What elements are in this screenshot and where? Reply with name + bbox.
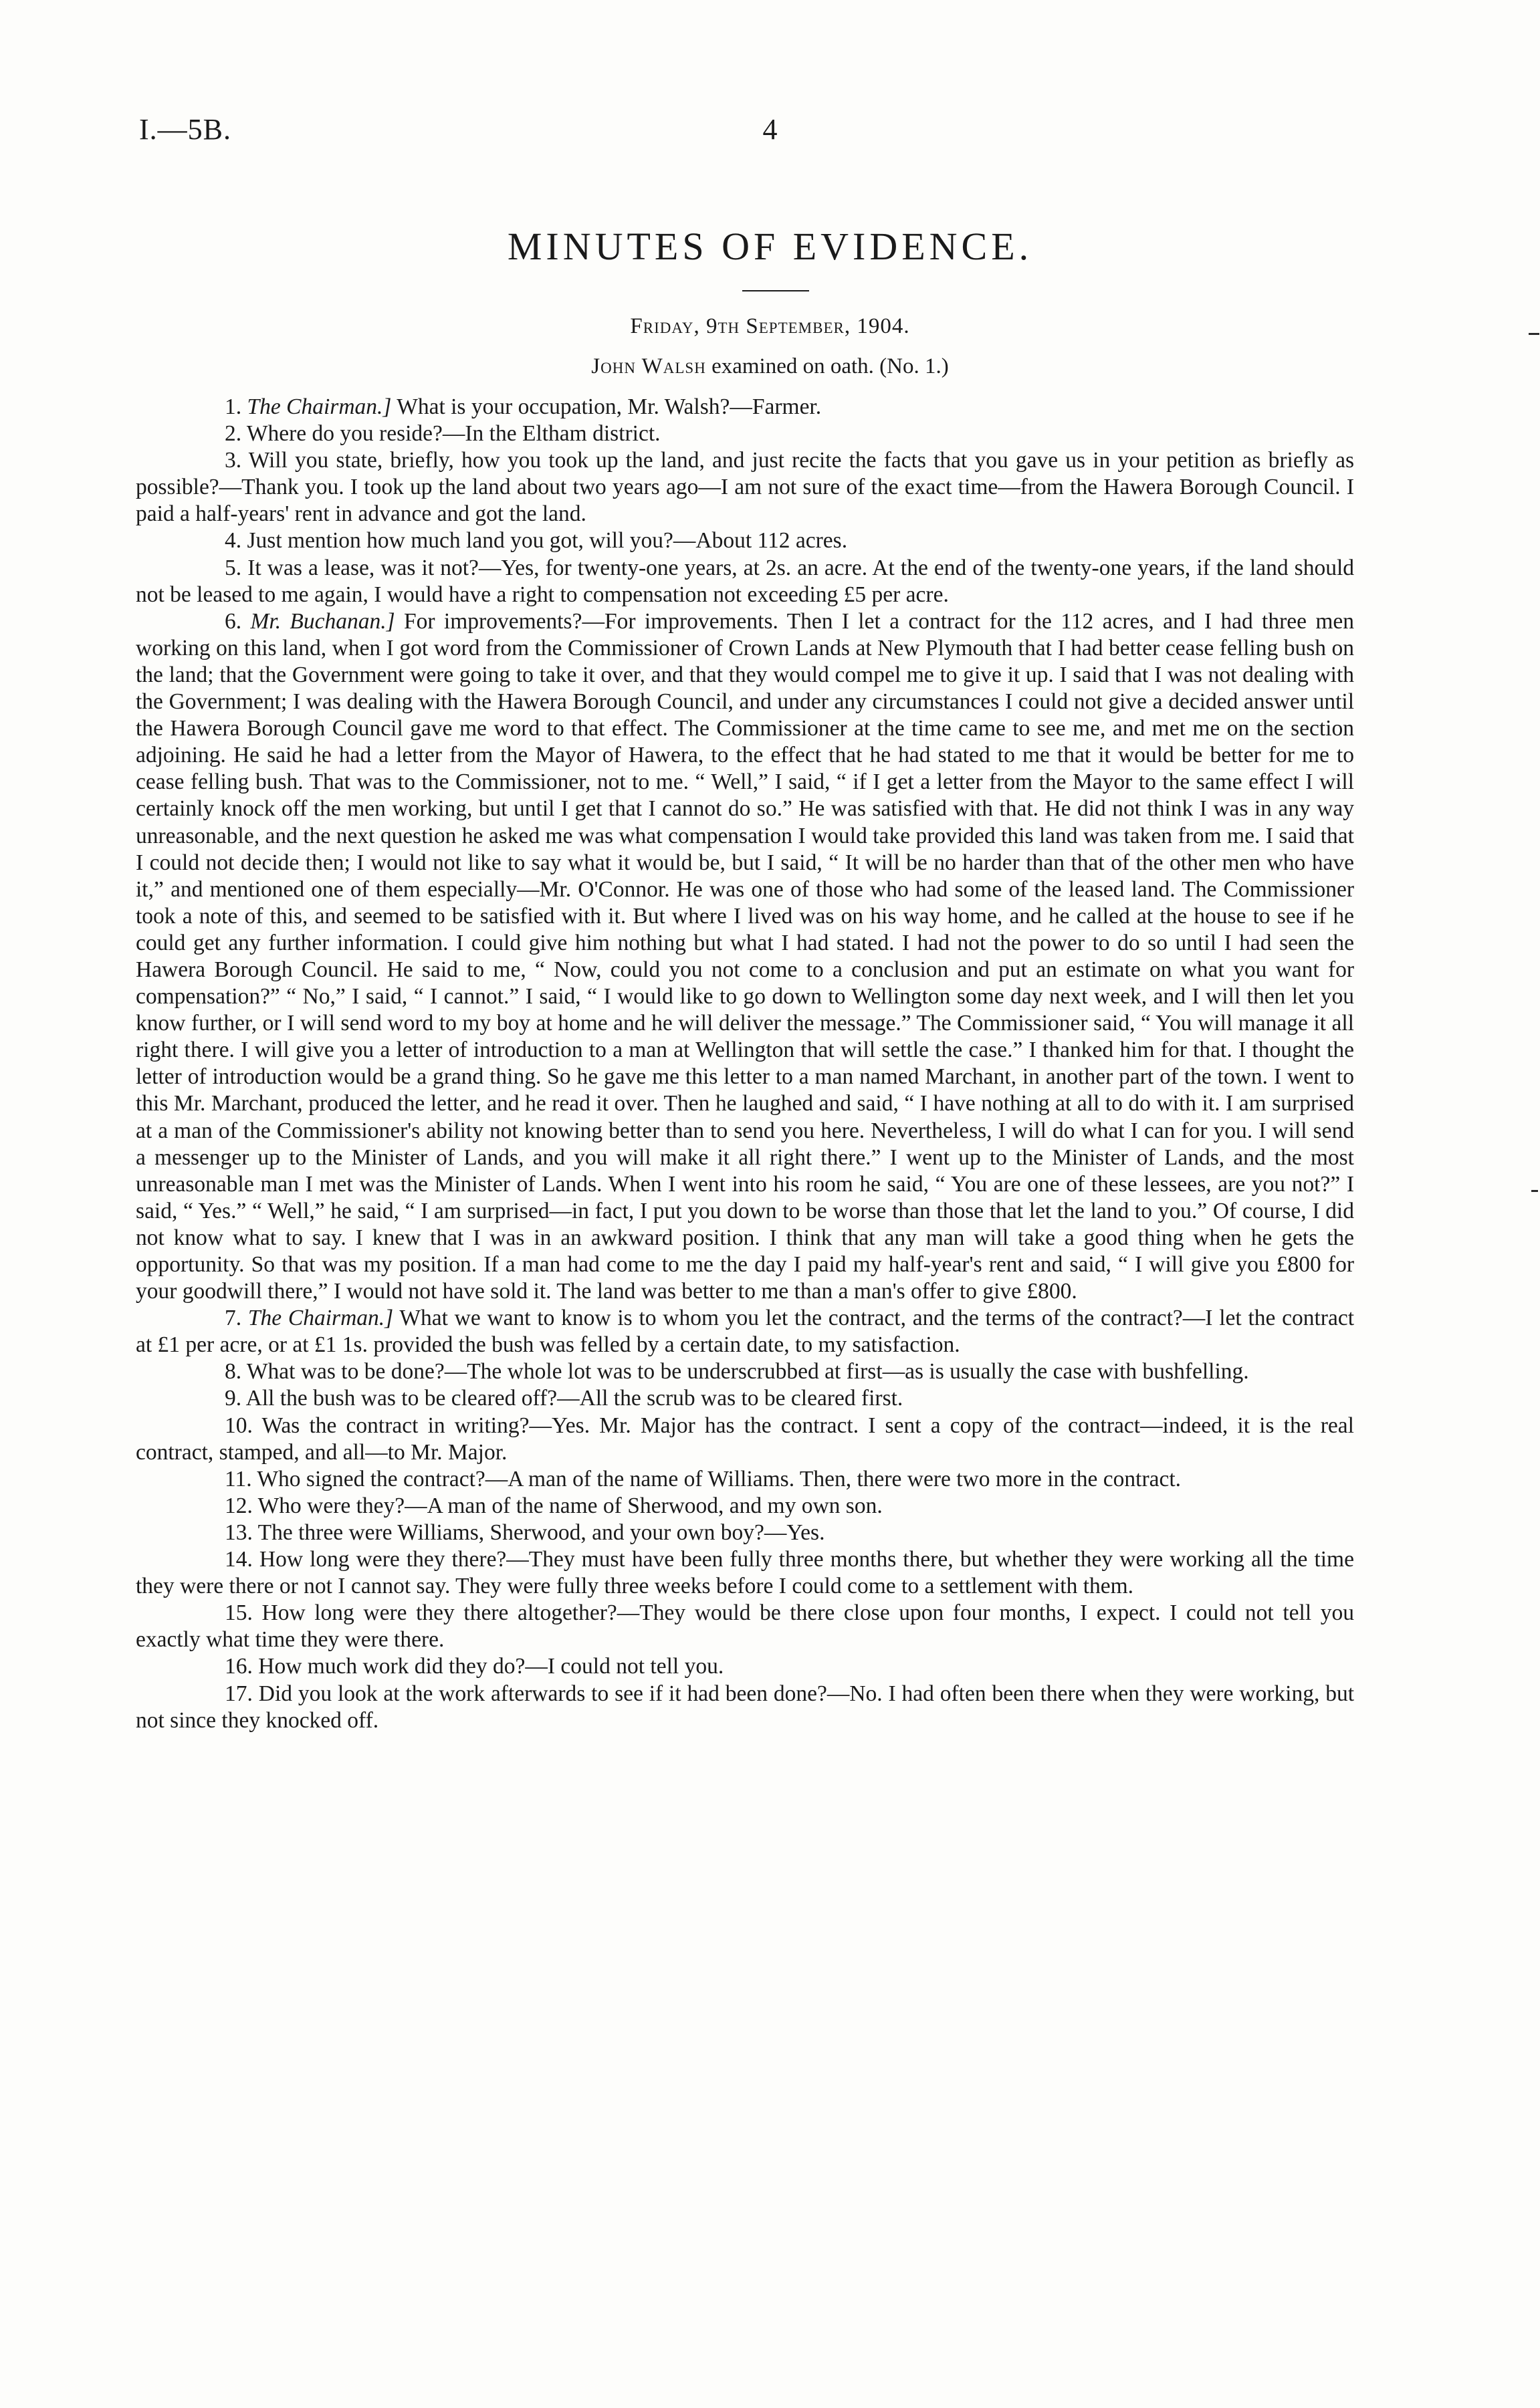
paragraph-text: Did you look at the work afterwards to see if it had been done?—No. I had often been there when they were working, but not since they knocked off. (136, 1681, 1355, 1733)
paragraph-text: What we want to know is to whom you let the contract, and the terms of the contract?—I let the contract at £1 per acre, or at £1 1s. provided the bush was felled by a certain date, to my satisfaction. (136, 1306, 1354, 1358)
paragraph-text: Just mention how much land you got, will you?—About 112 acres. (247, 528, 848, 554)
evidence-body (136, 394, 1354, 1734)
evidence-paragraph (136, 447, 1354, 527)
paragraph-text: What was to be done?—The whole lot was to be underscrubbed at first—as is usually the case with bushfelling. (246, 1359, 1249, 1384)
evidence-paragraph (136, 1493, 1354, 1520)
evidence-paragraph (136, 1385, 1354, 1412)
session-date: Friday, 9th September, 1904. (630, 314, 910, 338)
question-number: 16. (225, 1654, 253, 1679)
question-number: 11. (225, 1466, 252, 1491)
evidence-paragraph (136, 1520, 1354, 1546)
speaker-label: The Chairman.] (247, 394, 392, 419)
paragraph-text: It was a lease, was it not?—Yes, for twenty-one years, at 2s. an acre. At the end of the twenty-one years, if the land should not be leased to me again, I would have a right to compensation not exceeding £5 per acre. (136, 555, 1355, 607)
witness-number: (No. 1.) (879, 354, 949, 378)
evidence-paragraph (136, 420, 1354, 447)
margin-mark (1529, 333, 1539, 335)
question-number: 10. (225, 1413, 253, 1438)
question-number: 15. (225, 1600, 253, 1626)
paragraph-text: How much work did they do?—I could not tell you. (258, 1654, 724, 1679)
evidence-paragraph (136, 527, 1354, 554)
evidence-paragraph (136, 1546, 1354, 1600)
paragraph-text: For improvements?—For improvements. Then I let a contract for the 112 acres, and I had three men working on this land, when I got word from the Commissioner of Crown Lands at New Plymouth that I had better cease felling bush on the land; that the Government were going to take it over, and that they would compel me to give it up. I said that I was not dealing with the Government; I was dealing with the Hawera Borough Council, and under any circumstances I could not give a decided answer until the Hawera Borough Council gave me word to that effect. The Commissioner at the time came to see me, and met me on the section adjoining. He said he had a letter from the Mayor of Hawera, to the effect that he had stated to me that it would be better for me to cease felling bush. That was to the Commissioner, not to me. “ Well,” I said, “ if I get a letter from the Mayor to the same effect I will certainly knock off the men working, but until I get that I cannot do so.” He was satisfied with that. He did not think I was in any way unreasonable, and the next question he asked me was what compensation I would take provided this land was taken from me. I said that I could not decide then; I would not like to say what it would be, but I said, “ It will be no harder than that of the other men who have it,” and mentioned one of them especially—Mr. O'Connor. He was one of those who had some of the leased land. The Commissioner took a note of this, and seemed to be satisfied with it. But where I lived was on his way home, and he called at the house to see if he could get any further information. I could give him nothing but what I had stated. I had not the power to do so until I had seen the Hawera Borough Council. He said to me, “ Now, could you not come to a conclusion and put an estimate on what you want for compensation?” “ No,” I said, “ I cannot.” I said, “ I would like to go down to Wellington some day next week, and I will then let you know further, or I will send word to my boy at home and he will deliver the message.” The Commissioner said, “ You will manage it all right there. I will give you a letter of introduction to a man at Wellington that will settle the case.” I thanked him for that. I thought the letter of introduction would be a grand thing. So he gave me this letter to a man named Marchant, in another part of the town. I went to this Mr. Marchant, produced the letter, and he read it over. Then he laughed and said, “ I have nothing at all to do with it. I am surprised at a man of the Commissioner's ability not knowing better than to send you here. Nevertheless, I will do what I can for you. I will send a messenger up to the Minister of Lands, and you will make it all right there.” I went up to the Minister of Lands, and the most unreasonable man I met was the Minister of Lands. When I went into his room he said, “ You are one of these lessees, are you not?” I said, “ Yes.” “ Well,” he said, “ I am surprised—in fact, I put you down to be worse than those that let the land to you.” Of course, I did not know what to say. I knew that I was in an awkward position. I think that any man will take a good thing when he gets the opportunity. So that was my position. If a man had come to me the day I paid my half-year's rent and said, “ I will give you £800 for your goodwill there,” I would not have sold it. The land was better to me than a man's offer to give £800. (136, 608, 1355, 1304)
witness-oath-text: examined on oath. (711, 354, 874, 378)
speaker-label: The Chairman.] (247, 1306, 394, 1331)
question-number: 4. (225, 528, 242, 554)
evidence-paragraph (136, 1305, 1354, 1358)
question-number: 1. (225, 394, 242, 419)
evidence-paragraph (136, 1681, 1354, 1734)
paragraph-text: All the bush was to be cleared off?—All the scrub was to be cleared first. (245, 1386, 903, 1411)
evidence-paragraph (136, 1413, 1354, 1466)
question-number: 5. (225, 555, 242, 580)
evidence-paragraph (136, 608, 1354, 1305)
paragraph-text: Where do you reside?—In the Eltham district. (246, 421, 661, 447)
paragraph-text: Who signed the contract?—A man of the name of Williams. Then, there were two more in the contract. (257, 1466, 1182, 1491)
question-number: 17. (225, 1681, 253, 1706)
question-number: 2. (225, 421, 242, 447)
evidence-paragraph (136, 555, 1354, 608)
question-number: 6. (225, 608, 242, 634)
paragraph-text: Was the contract in writing?—Yes. Mr. Major has the contract. I sent a copy of the contract—indeed, it is the real contract, stamped, and all—to Mr. Major. (136, 1413, 1354, 1465)
question-number: 14. (225, 1547, 253, 1572)
paragraph-text: The three were Williams, Sherwood, and your own boy?—Yes. (257, 1520, 825, 1545)
evidence-paragraph (136, 394, 1354, 420)
paragraph-text: How long were they there?—They must have been fully three months there, but whether they were working all the time they were there or not I cannot say. They were fully three weeks before I could come to a settlement with them. (136, 1547, 1354, 1599)
evidence-paragraph (136, 1600, 1354, 1653)
question-number: 13. (225, 1520, 253, 1545)
evidence-paragraph (136, 1466, 1354, 1493)
margin-mark (1531, 1190, 1538, 1192)
paragraph-text: Will you state, briefly, how you took up the land, and just recite the facts that you gave us in your petition as briefly as possible?—Thank you. I took up the land about two years ago—I am not sure of the exact time—from the Hawera Borough Council. I paid a half-years' rent in advance and got the land. (136, 448, 1354, 527)
evidence-paragraph (136, 1358, 1354, 1385)
title-rule (742, 290, 809, 291)
question-number: 7. (225, 1306, 242, 1331)
evidence-paragraph (136, 1653, 1354, 1680)
question-number: 3. (225, 448, 242, 473)
paragraph-text: How long were they there altogether?—They would be there close upon four months, I expect. I could not tell you exactly what time they were there. (136, 1600, 1354, 1653)
question-number: 8. (225, 1359, 242, 1384)
paragraph-text: What is your occupation, Mr. Walsh?—Farmer. (397, 394, 822, 419)
witness-line (0, 354, 1540, 379)
question-number: 12. (225, 1493, 253, 1518)
document-title: MINUTES OF EVIDENCE. (507, 225, 1033, 268)
speaker-label: Mr. Buchanan.] (250, 608, 395, 634)
witness-name: John Walsh (591, 354, 706, 378)
page-identifier: I.—5B. (139, 113, 231, 146)
question-number: 9. (225, 1386, 242, 1411)
page-number: 4 (762, 113, 778, 146)
paragraph-text: Who were they?—A man of the name of Sherwood, and my own son. (257, 1493, 883, 1518)
